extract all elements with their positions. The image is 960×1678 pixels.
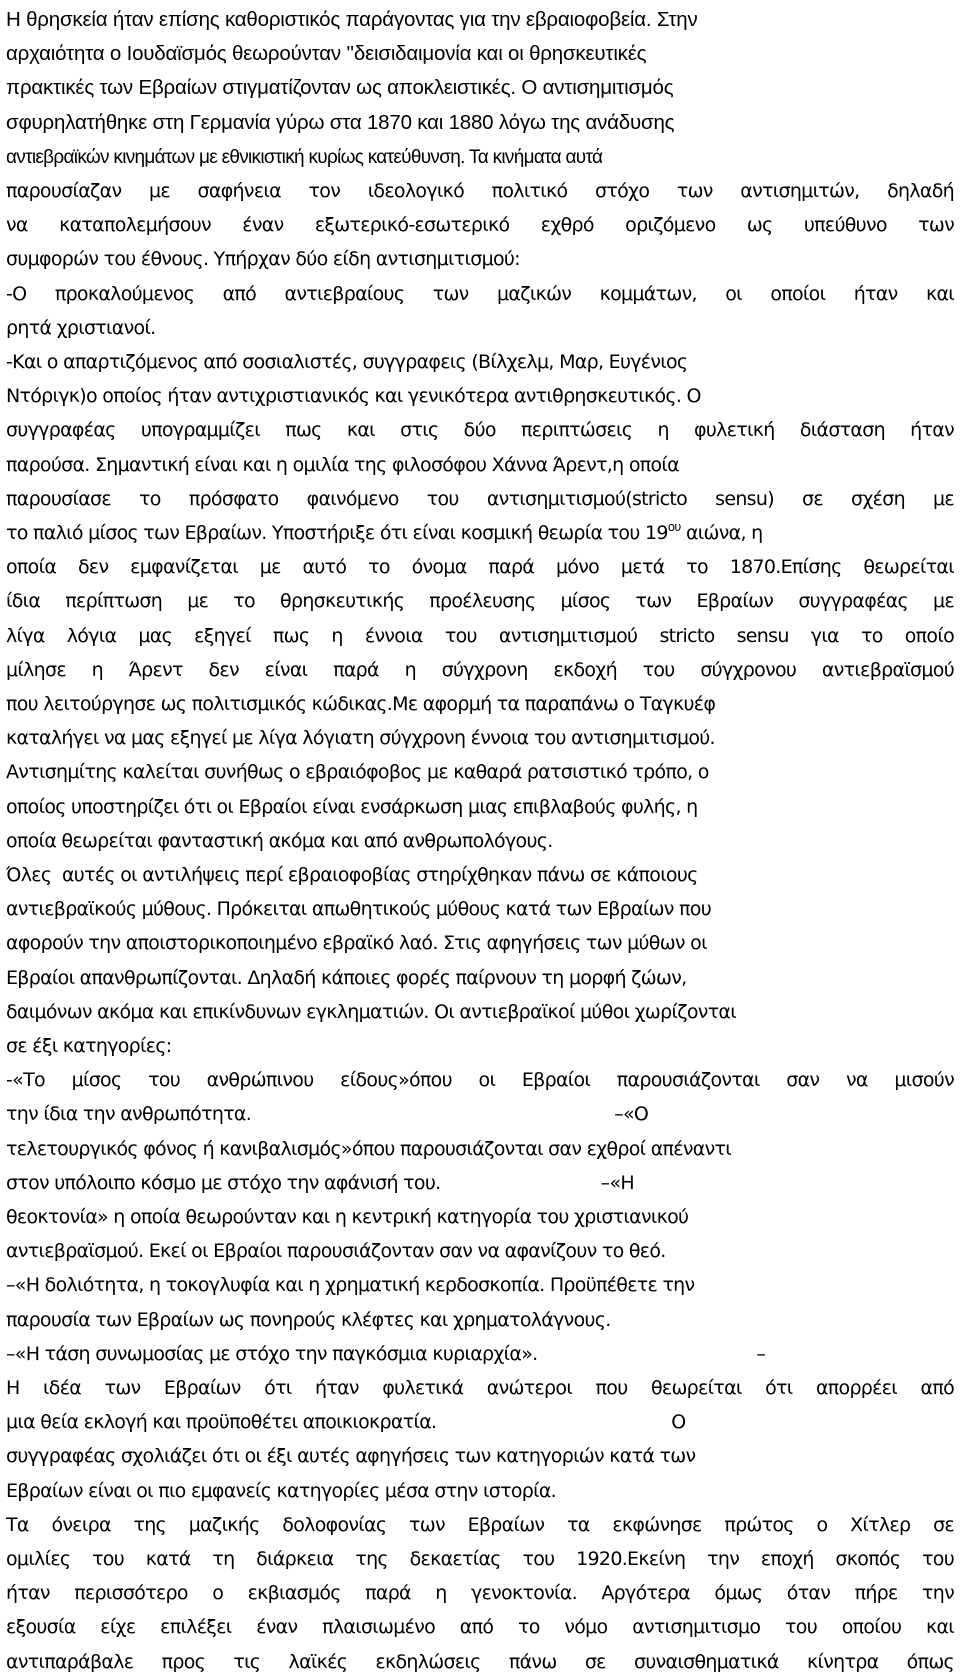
text-line: ήταν περισσότερο ο εκβιασμός παρά η γενοκτονία. Αργότερα όμως όταν πήρε την	[6, 1582, 954, 1605]
text-line: αρχαιότητα ο Ιουδαϊσμός θεωρούνταν ''δεισιδαιμονία και οι θρησκευτικές	[6, 42, 647, 66]
text-line: Η ιδέα των Εβραίων ότι ήταν φυλετικά ανώτεροι που θεωρείται ότι απορρέει από	[6, 1377, 954, 1399]
text-line	[6, 141, 954, 173]
text-line: Εβραίων είναι οι πιο εμφανείς κατηγορίες μέσα στην ιστορία.	[6, 1479, 557, 1502]
text-line: ίδια περίπτωση με το θρησκευτικής προέλευσης μίσος των Εβραίων συγγραφέας με	[6, 590, 954, 613]
text-line: -Ο προκαλούμενος από αντιεβραίους των μαζικών κομμάτων, οι οποίοι ήταν και	[6, 282, 954, 305]
text-line: αφορούν την αποιστορικοποιημένο εβραϊκό λαό. Στις αφηγήσεις των μύθων οι	[6, 932, 707, 955]
text-line: -Και ο απαρτιζόμενος από σοσιαλιστές, συγγραφεις (Βίλχελμ, Μαρ, Ευγένιος	[6, 351, 688, 373]
text-line: να καταπολεμήσουν έναν εξωτερικό-εσωτερικό εχθρό οριζόμενο ως υπεύθυνο των	[6, 214, 954, 237]
text-line: Εβραίοι απανθρωπίζονται. Δηλαδή κάποιες φορές παίρνουν τη μορφή ζώων,	[6, 966, 687, 989]
text-line: μια θεία εκλογή και προϋποθέτει αποικιοκρατία. Ο	[6, 1411, 686, 1434]
text-line: μίλησε η Άρεντ δεν είναι παρά η σύγχρονη εκδοχή του σύγχρονου αντιεβραϊσμού	[6, 658, 954, 681]
text-line: Όλες αυτές οι αντιλήψεις περί εβραιοφοβίας στηρίχθηκαν πάνω σε κάποιους	[6, 864, 698, 886]
text-line: εξουσία είχε επιλέξει έναν πλαισιωμένο από το νόμο αντισημιτισμο του οποίου και	[6, 1616, 954, 1639]
text-line: την ίδια την ανθρωπότητα. –«Ο	[6, 1103, 649, 1126]
text-line: Ντόριγκ)ο οποίος ήταν αντιχριστιανικός και γενικότερα αντιθρησκευτικός. Ο	[6, 385, 701, 408]
text-line: Τα όνειρα της μαζικής δολοφονίας των Εβραίων τα εκφώνησε πρώτος ο Χίτλερ σε	[6, 1513, 954, 1536]
text-span: το παλιό μίσος των Εβραίων. Υποστήριξε ότι είναι κοσμική θεωρία του 19	[6, 522, 668, 544]
text-line: οποίος υποστηρίζει ότι οι Εβραίοι είναι ενσάρκωση μιας επιβλαβούς φυλής, η	[6, 795, 698, 818]
text-line: ομιλίες του κατά τη διάρκεια της δεκαετίας του 1920.Εκείνη την εποχή σκοπός του	[6, 1548, 954, 1570]
text-line: λίγα λόγια μας εξηγεί πως η έννοια του αντισημιτισμού stricto sensu για το οποίο	[6, 624, 954, 647]
text-line: ρητά χριστιανοί.	[6, 316, 156, 339]
text-line	[6, 517, 954, 549]
text-line: παρουσία των Εβραίων ως πονηρούς κλέφτες και χρηματολάγνους.	[6, 1308, 611, 1331]
text-line: –«Η δολιότητα, η τοκογλυφία και η χρηματική κερδοσκοπία. Προϋπέθετε την	[6, 1274, 695, 1297]
text-span: αντιεβραϊκών κινημάτων με εθνικιστική κυρίως κατεύθυνση. Τα κινήματα αυτά	[6, 146, 603, 168]
text-line: πρακτικές των Εβραίων στιγματίζονταν ως αποκλειστικές. Ο αντισημιτισμός	[6, 76, 674, 100]
text-line: αντιεβραϊσμού. Εκεί οι Εβραίοι παρουσιάζονταν σαν να αφανίζουν το θεό.	[6, 1240, 666, 1263]
text-line: –«Η τάση συνωμοσίας με στόχο την παγκόσμια κυριαρχία». –	[6, 1342, 766, 1365]
text-line: παρουσίαζαν με σαφήνεια τον ιδεολογικό πολιτικό στόχο των αντισημιτών, δηλαδή	[6, 180, 954, 202]
text-line: δαιμόνων ακόμα και επικίνδυνων εγκληματιών. Οι αντιεβραϊκοί μύθοι χωρίζονται	[6, 1000, 736, 1023]
text-line: συγγραφέας υπογραμμίζει πως και στις δύο περιπτώσεις η φυλετική διάσταση ήταν	[6, 419, 954, 442]
text-line: -«Το μίσος του ανθρώπινου είδους»όπου οι Εβραίοι παρουσιάζονται σαν να μισούν	[6, 1069, 954, 1092]
text-line: οποία θεωρείται φανταστική ακόμα και από ανθρωπολόγους.	[6, 829, 553, 852]
text-line: οποία δεν εμφανίζεται με αυτό το όνομα παρά μόνο μετά το 1870.Επίσης θεωρείται	[6, 556, 954, 579]
text-line: θεοκτονία» η οποία θεωρούνταν και η κεντρική κατηγορία του χριστιανικού	[6, 1206, 689, 1228]
text-line: σε έξι κατηγορίες:	[6, 1035, 172, 1057]
text-line: αντιεβραϊκούς μύθους. Πρόκειται απωθητικούς μύθους κατά των Εβραίων που	[6, 898, 712, 921]
text-line: Αντισημίτης καλείται συνήθως ο εβραιόφοβος με καθαρά ρατσιστικό τρόπο, ο	[6, 761, 709, 784]
text-span: αιώνα, η	[680, 522, 763, 544]
superscript: ου	[667, 520, 681, 534]
text-line: αντιπαράβαλε προς τις λαϊκές εκδηλώσεις πάνω σε συναισθηματικά κίνητρα όπως	[6, 1650, 954, 1673]
text-line: στον υπόλοιπο κόσμο με στόχο την αφάνισή του. –«Η	[6, 1171, 634, 1194]
text-line: τελετουργικός φόνος ή κανιβαλισμός»όπου παρουσιάζονται σαν εχθροί απέναντι	[6, 1137, 731, 1160]
text-line: παρούσα. Σημαντική είναι και η ομιλία της φιλοσόφου Χάννα Άρεντ,η οποία	[6, 453, 679, 476]
text-line: Η θρησκεία ήταν επίσης καθοριστικός παράγοντας για την εβραιοφοβεία. Στην	[6, 8, 698, 31]
text-line: σφυρηλατήθηκε στη Γερμανία γύρω στα 1870 και 1880 λόγω της ανάδυσης	[6, 110, 675, 134]
text-line: που λειτούργησε ως πολιτισμικός κώδικας.Με αφορμή τα παραπάνω ο Ταγκυέφ	[6, 693, 716, 715]
text-line: καταλήγει να μας εξηγεί με λίγα λόγιατη σύγχρονη έννοια του αντισημιτισμού.	[6, 727, 715, 750]
text-line: παρουσίασε το πρόσφατο φαινόμενο του αντισημιτισμού(stricto sensu) σε σχέση με	[6, 487, 954, 510]
text-line: συμφορών του έθνους. Υπήρχαν δύο είδη αντισημιτισμού:	[6, 248, 520, 271]
text-line: συγγραφέας σχολιάζει ότι οι έξι αυτές αφηγήσεις των κατηγοριών κατά των	[6, 1445, 696, 1468]
